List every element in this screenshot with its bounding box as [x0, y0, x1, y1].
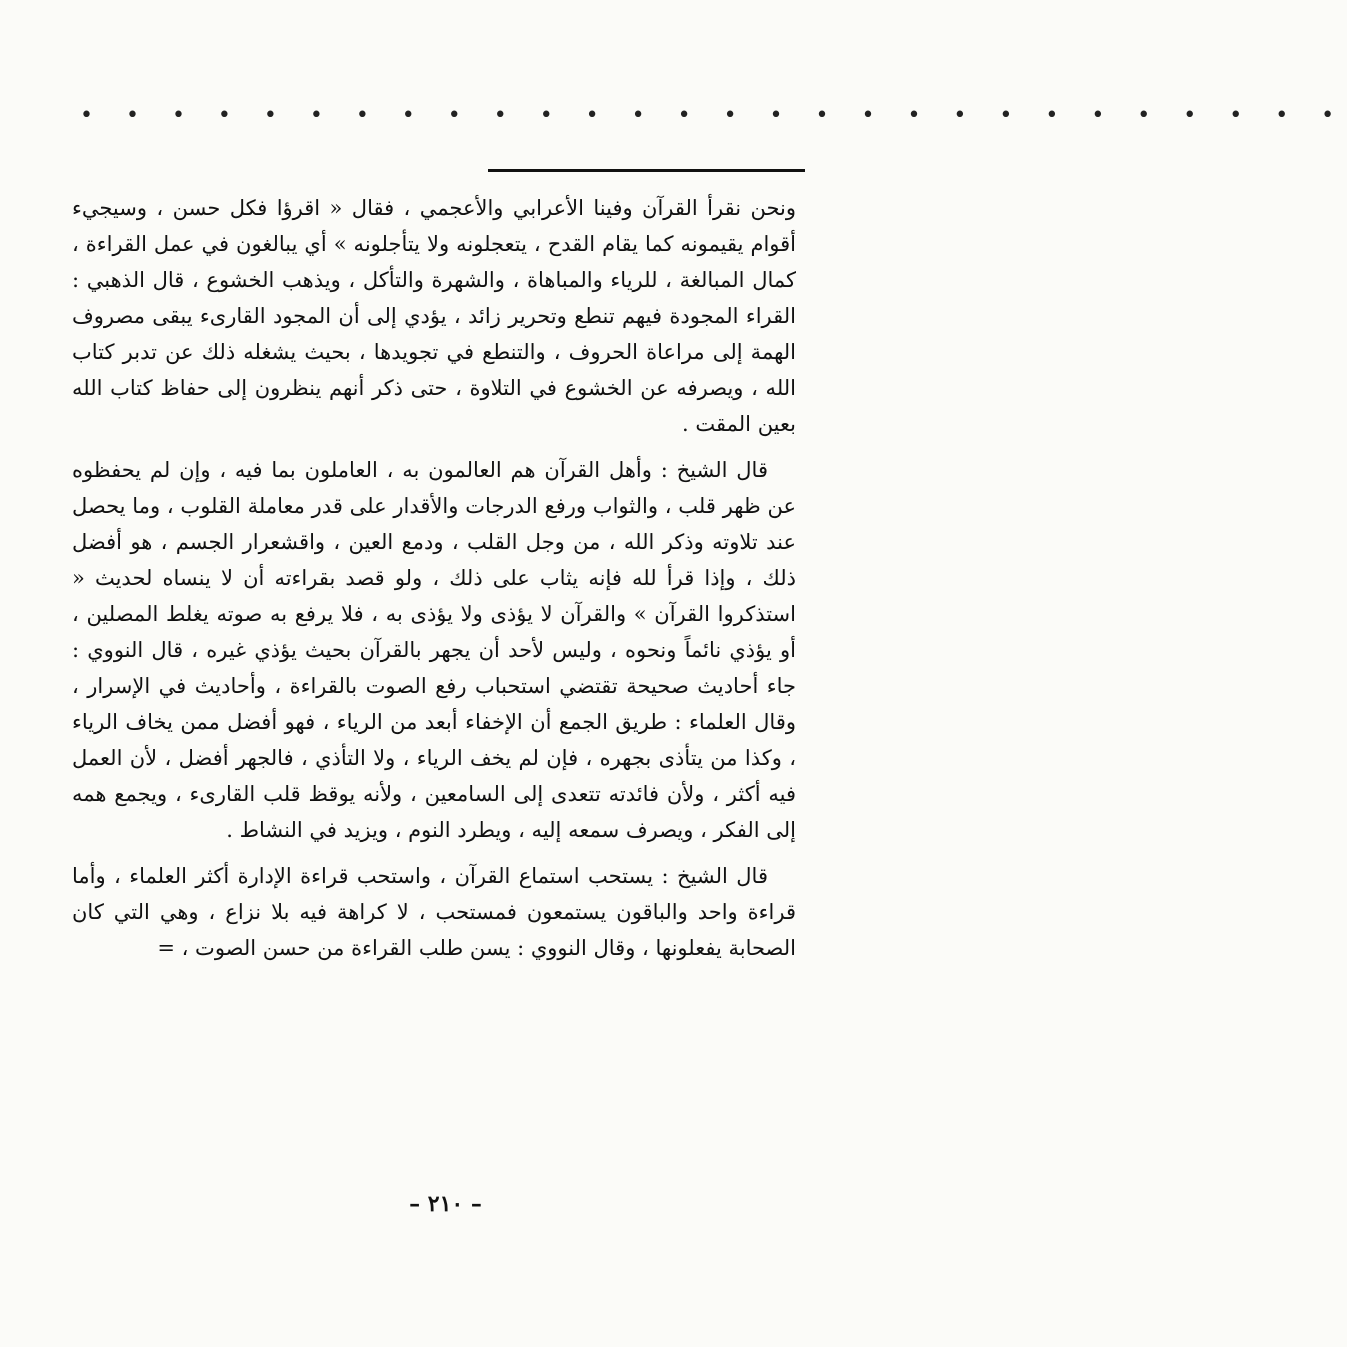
paragraph-1: ونحن نقرأ القرآن وفينا الأعرابي والأعجمي ، فقال « اقرؤا فكل حسن ، وسيجيء أقوام يقيمونه كما يقام القدح ، يتعجلونه ولا يتأجلونه » أي يبالغون في عمل القراءة ، كمال المبالغة ، للرياء والمباهاة ، والشهرة والتأكل ، ويذهب الخشوع ، قال الذهبي : القراء المجودة فيهم تنطع وتحرير زائد ، يؤدي إلى أن المجود القارىء يبقى مصروف الهمة إلى مراعاة الحروف ، والتنطع في تجويدها ، بحيث يشغله ذلك عن تدبر كتاب الله ، ويصرفه عن الخشوع في التلاوة ، حتى ذكر أنهم ينظرون إلى حفاظ كتاب الله بعين المقت .: [72, 196, 796, 436]
page-number: – ٢١٠ –: [409, 1191, 482, 1217]
paragraph-3: قال الشيخ : يستحب استماع القرآن ، واستحب قراءة الإدارة أكثر العلماء ، وأما قراءة واحد والباقون يستمعون فمستحب ، لا كراهة فيه بلا نزاع ، وهي التي كان الصحابة يفعلونها ، وقال النووي : يسن طلب القراءة من حسن الصوت ، =: [72, 864, 796, 960]
header-dotted-ornament: • • • • • • • • • • • • • • • • • • • • • • • • • • • •: [80, 103, 1347, 128]
paragraph-2: قال الشيخ : وأهل القرآن هم العالمون به ، العاملون بما فيه ، وإن لم يحفظوه عن ظهر قلب ، والثواب ورفع الدرجات والأقدار على قدر معاملة القلوب ، وما يحصل عند تلاوته وذكر الله ، من وجل القلب ، ودمع العين ، واقشعرار الجسم ، هو أفضل ذلك ، وإذا قرأ لله فإنه يثاب على ذلك ، ولو قصد بقراءته أن لا ينساه لحديث « استذكروا القرآن » والقرآن لا يؤذى ولا يؤذى به ، فلا يرفع به صوته يغلط المصلين ، أو يؤذي نائماً ونحوه ، وليس لأحد أن يجهر بالقرآن بحيث يؤذي غيره ، قال النووي : جاء أحاديث صحيحة تقتضي استحباب رفع الصوت بالقراءة ، وأحاديث في الإسرار ، وقال العلماء : طريق الجمع أن الإخفاء أبعد من الرياء ، فهو أفضل ممن يخاف الرياء ، وكذا من يتأذى بجهره ، فإن لم يخف الرياء ، ولا التأذي ، فالجهر أفضل ، لأن العمل فيه أكثر ، ولأن فائدته تتعدى إلى السامعين ، ولأنه يوقظ قلب القارىء ، ويجمع همه إلى الفكر ، ويصرف سمعه إليه ، ويطرد النوم ، ويزيد في النشاط .: [72, 458, 796, 842]
header-rule: [488, 169, 805, 172]
text-body: [72, 190, 796, 976]
